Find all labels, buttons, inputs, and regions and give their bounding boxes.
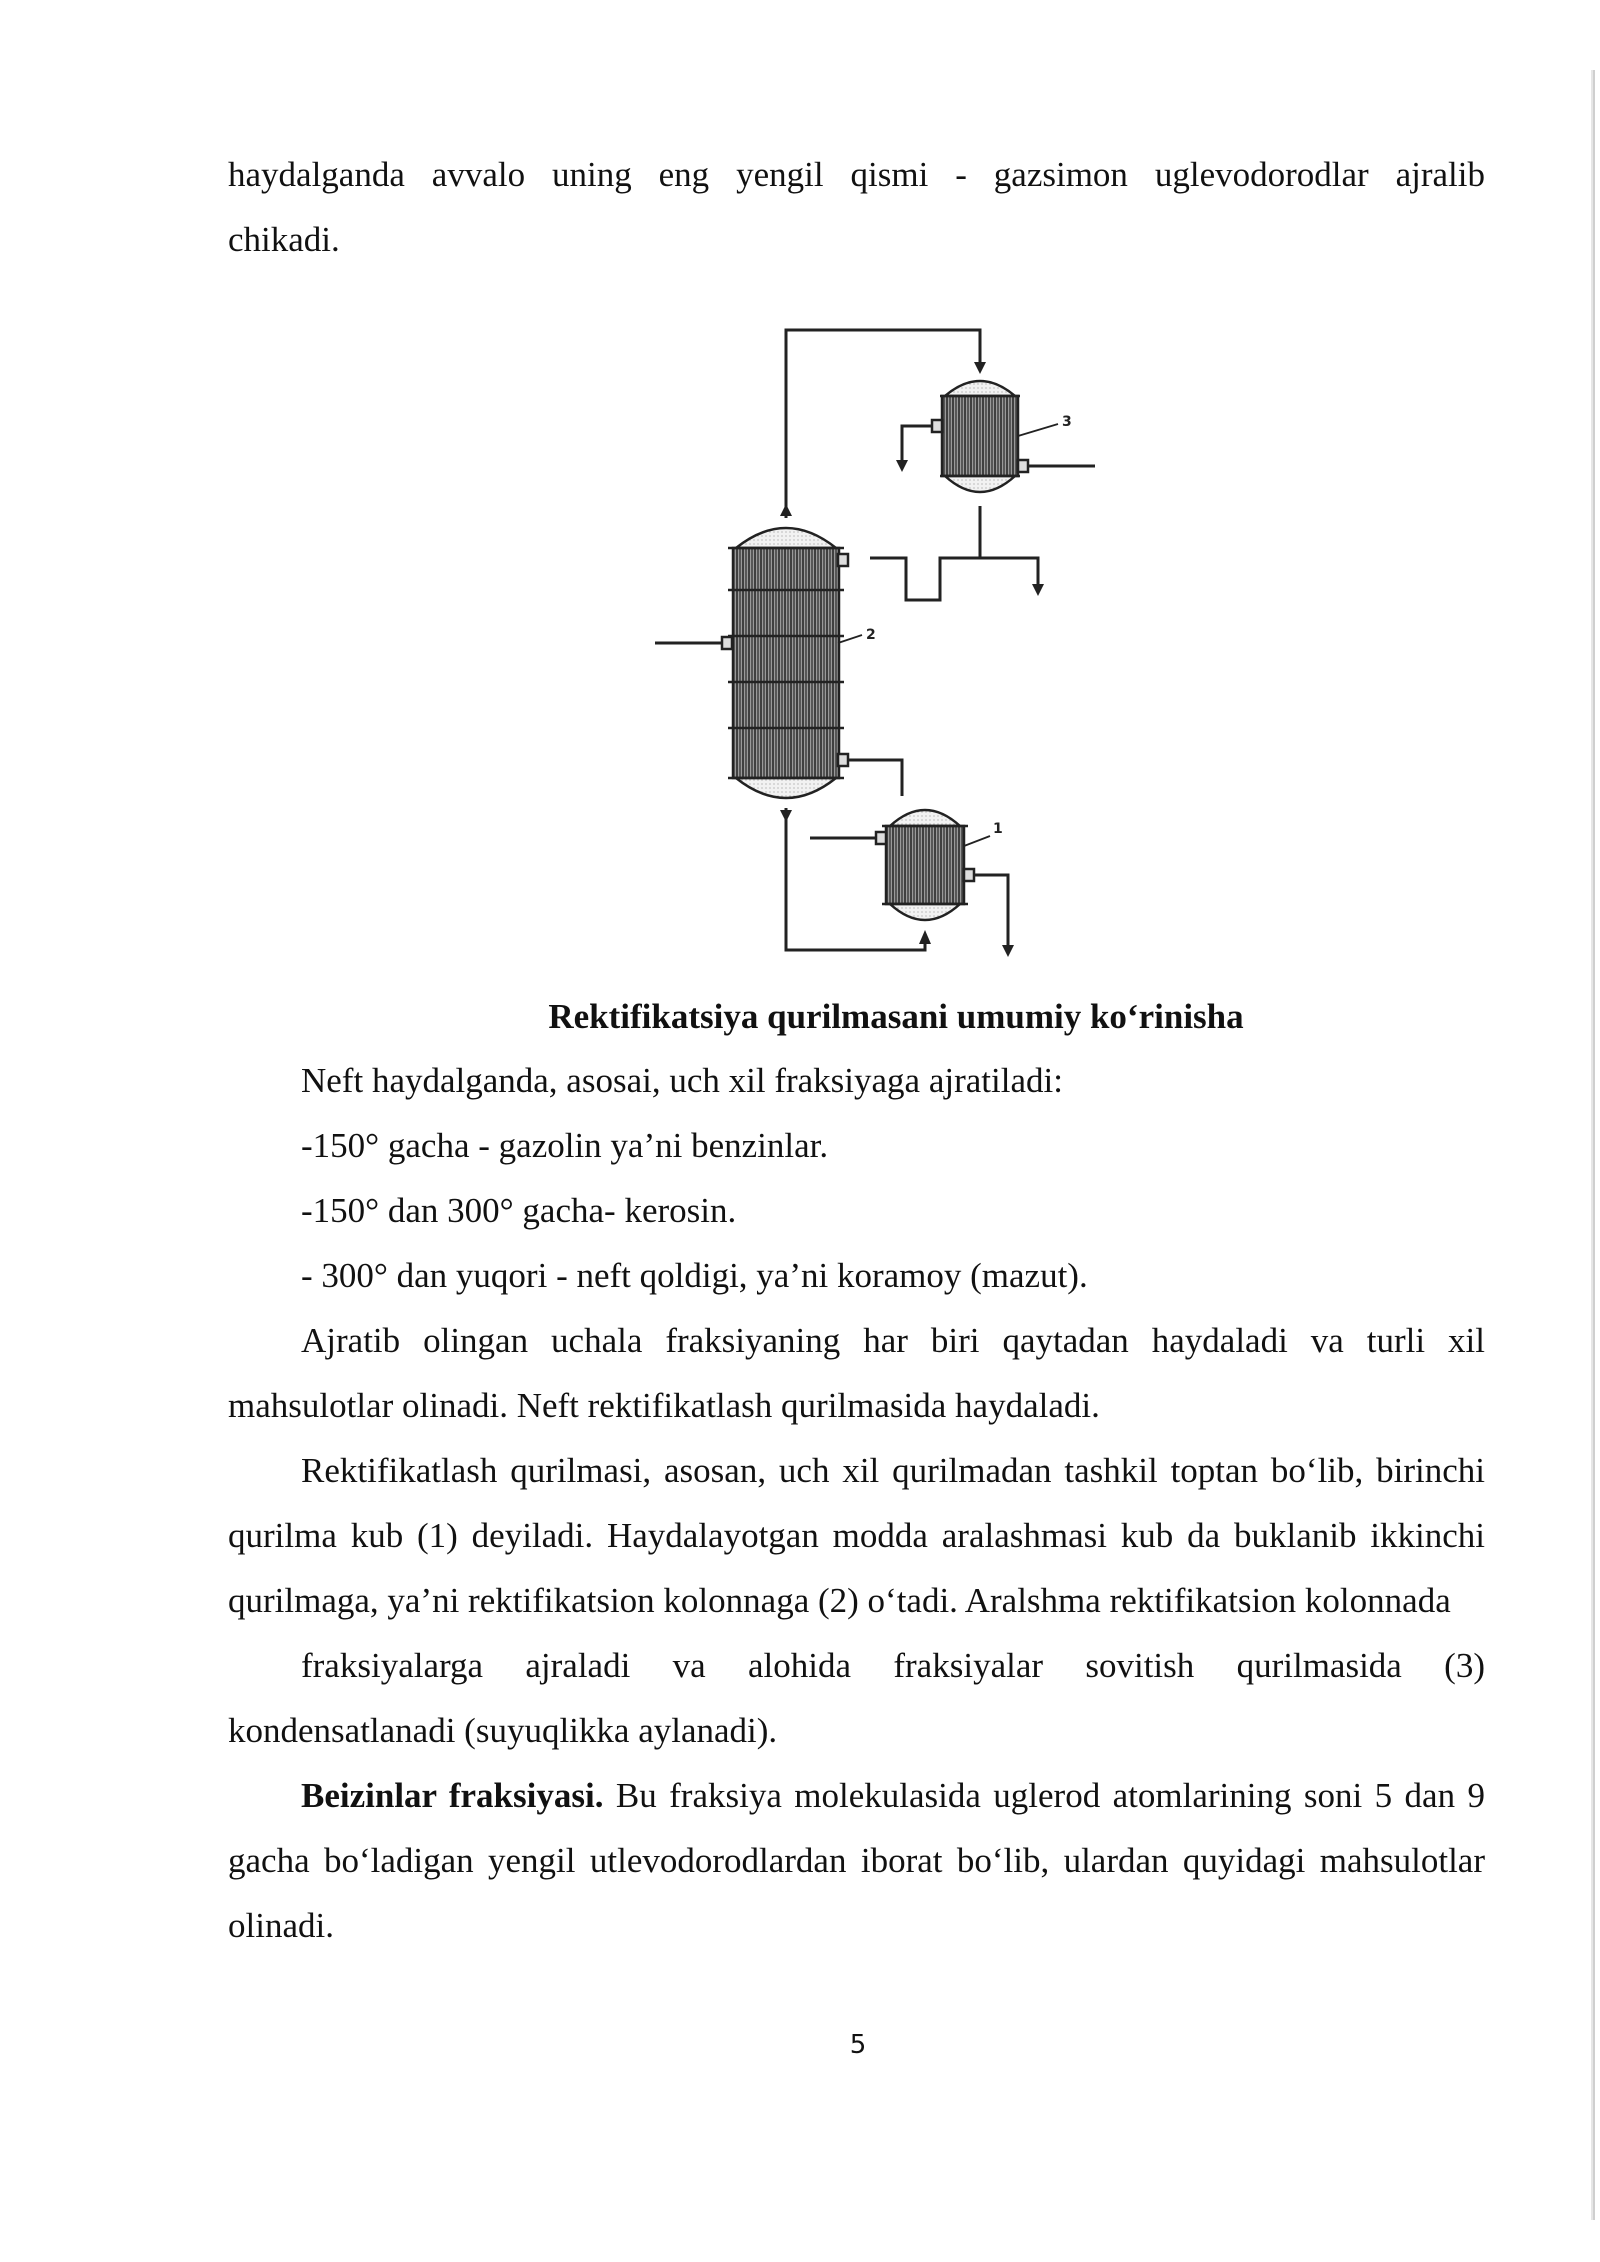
paragraph-8-text: Bu fraksiya molekulasida uglerod atomlarining soni 5 dan 9 gacha bo‘ladigan yengil utlevodorodlardan iborat bo‘lib, ulardan quyidagi mahsulotlar olinadi.: [228, 1776, 1485, 1945]
paragraph-6: Rektifikatlash qurilmasi, asosan, uch xil qurilmadan tashkil toptan bo‘lib, birinchi qurilma kub (1) deyiladi. Haydalayotgan modda aralashmasi kub da buklanib ikkinchi qurilmaga, ya’ni rektifikatsion kolonnaga (2) o‘tadi. Aralshma rektifikatsion kolonnada: [228, 1451, 1485, 1620]
label-condenser: 3: [1062, 414, 1072, 430]
paragraph-8-heading: Beizinlar fraksiyasi.: [301, 1776, 604, 1815]
paragraph-1: Neft haydalganda, asosai, uch xil fraksiyaga ajratiladi:: [301, 1061, 1063, 1100]
paragraph-7: fraksiyalarga ajraladi va alohida fraksiyalar sovitish qurilmasida (3) kondensatlanadi (suyuqlikka aylanadi).: [228, 1646, 1485, 1750]
rectification-apparatus-figure: [640, 318, 1110, 958]
paragraph-3: -150° dan 300° gacha- kerosin.: [301, 1191, 737, 1230]
paragraph-5: Ajratib olingan uchala fraksiyaning har biri qaytadan haydaladi va turli xil mahsulotlar olinadi. Neft rektifikatlash qurilmasida haydaladi.: [228, 1321, 1485, 1425]
paragraph-2: -150° gacha - gazolin ya’ni benzinlar.: [301, 1126, 829, 1165]
paragraph-4: - 300° dan yuqori - neft qoldigi, ya’ni koramoy (mazut).: [301, 1256, 1088, 1295]
figure-caption: Rektifikatsiya qurilmasani umumiy ko‘rinisha: [548, 997, 1244, 1036]
scan-edge-shadow: [1588, 70, 1598, 2220]
label-column: 2: [866, 627, 876, 643]
top-paragraph-line-2: chikadi.: [228, 220, 340, 259]
label-kettle: 1: [993, 821, 1003, 837]
top-paragraph: [228, 142, 1485, 272]
page-number: 5: [849, 2030, 867, 2060]
paragraph-8: [228, 1763, 1485, 1958]
body-text: [228, 1048, 1485, 1958]
top-paragraph-line-1: haydalganda avvalo uning eng yengil qismi - gazsimon uglevodorodlar ajralib: [228, 155, 1485, 194]
